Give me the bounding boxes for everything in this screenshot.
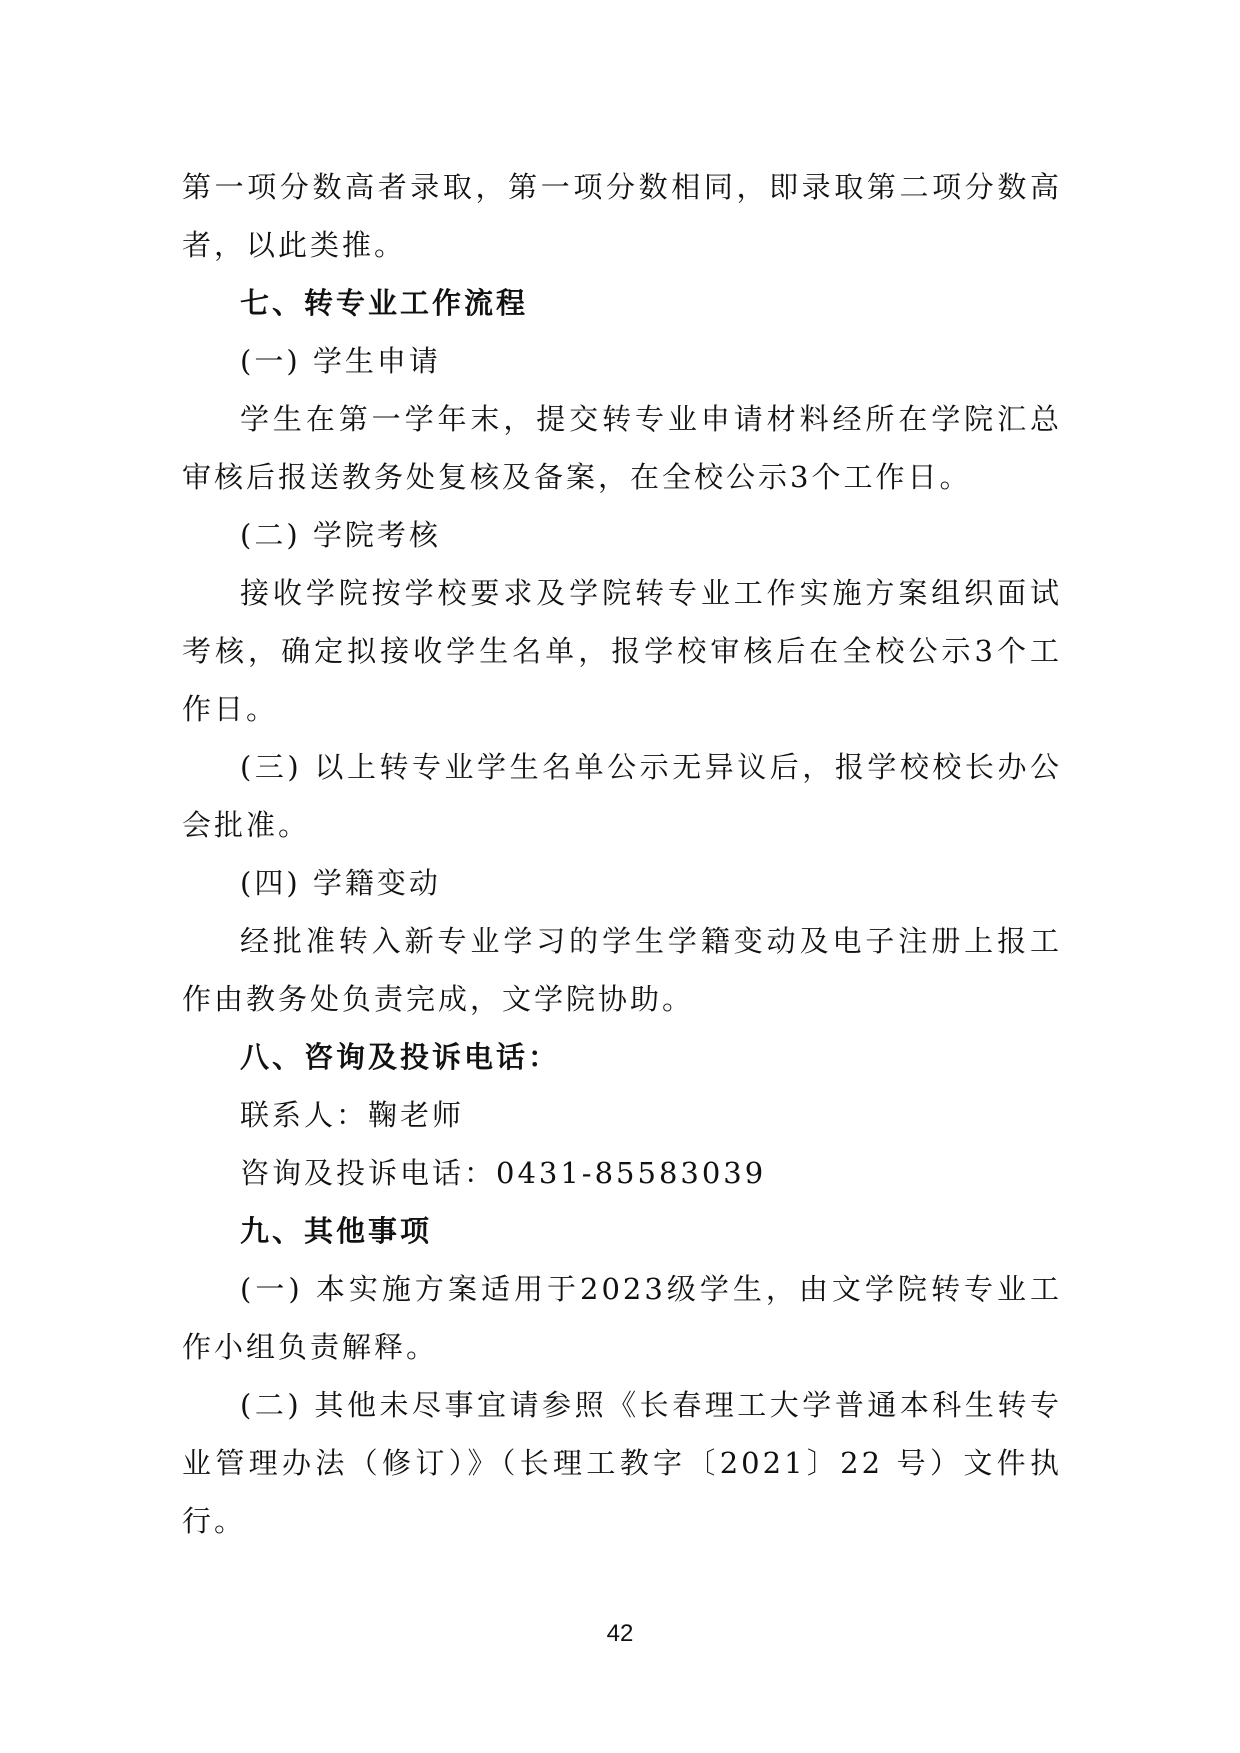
paragraph-student-application: 学生在第一学年末，提交转专业申请材料经所在学院汇总审核后报送教务处复核及备案，在全校公示3个工作日。 (182, 402, 1062, 494)
contact-person: 联系人：鞠老师 (240, 1098, 465, 1132)
page-number: 42 (606, 1620, 634, 1647)
paragraph-other-matters: (二) 其他未尽事宜请参照《长春理工大学普通本科生转专业管理办法（修订）》（长理工教字〔2021〕22 号）文件执行。 (182, 1388, 1062, 1538)
paragraph-approval: (三) 以上转专业学生名单公示无异议后，报学校校长办公会批准。 (182, 750, 1062, 842)
paragraph-scope: (一) 本实施方案适用于2023级学生，由文学院转专业工作小组负责解释。 (182, 1272, 1062, 1364)
document-body (182, 158, 1062, 1550)
subheading-status-change: (四) 学籍变动 (240, 866, 441, 900)
subheading-student-application: (一) 学生申请 (240, 344, 441, 378)
subheading-college-assessment: (二) 学院考核 (240, 518, 441, 552)
section-heading-8: 八、咨询及投诉电话： (240, 1040, 561, 1074)
paragraph-continuation: 第一项分数高者录取，第一项分数相同，即录取第二项分数高者，以此类推。 (182, 170, 1062, 262)
paragraph-status-change: 经批准转入新专业学习的学生学籍变动及电子注册上报工作由教务处负责完成，文学院协助。 (182, 924, 1062, 1016)
section-heading-7: 七、转专业工作流程 (240, 286, 529, 320)
contact-phone: 咨询及投诉电话：0431-85583039 (240, 1156, 767, 1190)
paragraph-college-assessment: 接收学院按学校要求及学院转专业工作实施方案组织面试考核，确定拟接收学生名单，报学校审核后在全校公示3个工作日。 (182, 576, 1062, 726)
section-heading-9: 九、其他事项 (240, 1214, 433, 1248)
